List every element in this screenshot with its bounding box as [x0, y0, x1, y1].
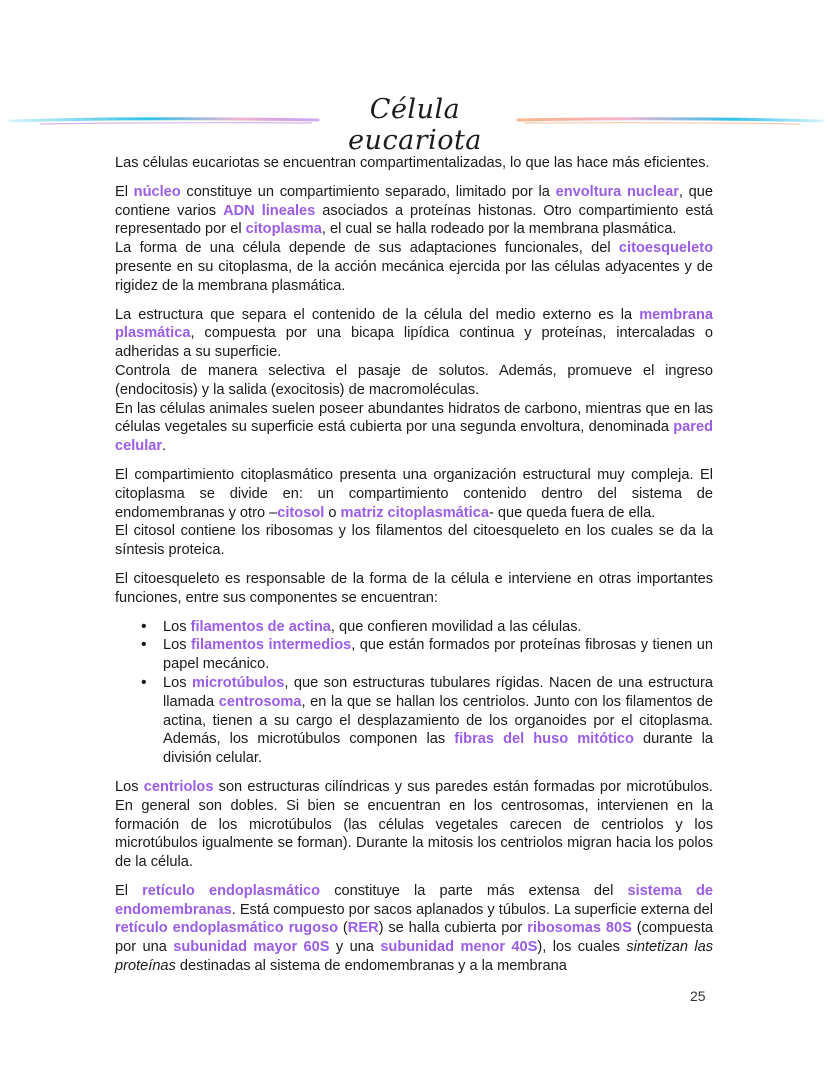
term-citoesqueleto: citoesqueleto: [618, 240, 713, 257]
paragraph-centriolos: Los centriolos son estructuras cilíndricas y sus paredes están formadas por microtúbulos. En general son dobles. Si bien se encuentran en los centrosomas, intervienen en la formación de los microtúbulos (las células vegetales carecen de centriolos y los microtúbulos igualmente se forman). Durante la mitosis los centriolos migran hacia los polos de la célula.: [115, 778, 713, 871]
term-centrosoma: centrosoma: [218, 693, 302, 710]
term-matriz-citoplasmatica: matriz citoplasmática: [340, 504, 489, 521]
title-banner: [0, 92, 828, 156]
term-membrana-plasmatica: membrana plasmática: [115, 306, 713, 342]
term-citoplasma: citoplasma: [245, 221, 322, 238]
term-filamentos-intermedios: filamentos intermedios: [191, 637, 352, 654]
term-ribosomas-80s: ribosomas 80S: [527, 920, 632, 937]
term-subunidad-mayor: subunidad mayor 60S: [173, 939, 330, 956]
right-brush-stroke: [518, 119, 822, 121]
term-reticulo-endoplasmatico: retículo endoplasmático: [142, 882, 321, 899]
term-rer: RER: [347, 920, 379, 937]
term-nucleo: núcleo: [133, 183, 181, 200]
term-centriolos: centriolos: [143, 778, 214, 795]
paragraph-citosol: El citosol contiene los ribosomas y los filamentos del citoesqueleto en los cuales se da la síntesis proteica.: [115, 523, 713, 559]
paragraph-citoesqueleto: El citoesqueleto es responsable de la forma de la célula e interviene en otras importantes funciones, entre sus componentes se encuentran:: [115, 570, 713, 606]
list-item: • Los filamentos de actina, que confieren movilidad a las células.: [163, 618, 713, 637]
term-citosol: citosol: [277, 504, 325, 521]
term-filamentos-actina: filamentos de actina: [190, 618, 331, 635]
paragraph-reticulo: El retículo endoplasmático constituye la parte más extensa del sistema de endomembranas. Está compuesto por sacos aplanados y túbulos. La superficie externa del retículo endoplasmático rugoso (RER) se halla cubierta por ribosomas 80S (compuesta por una subunidad mayor 60S y una subunidad menor 40S), los cuales sintetizan las proteínas destinadas al sistema de endomembranas y a la membrana: [115, 882, 714, 975]
term-pared-celular: pared celular: [115, 419, 713, 455]
term-fibras-huso-mitotico: fibras del huso mitótico: [454, 731, 634, 748]
paragraph-intro: Las células eucariotas se encuentran compartimentalizadas, lo que las hace más eficientes.: [115, 155, 710, 171]
left-brush-stroke-thin: [40, 123, 312, 124]
document-body: [115, 154, 713, 986]
term-adn-lineales: ADN lineales: [223, 202, 316, 219]
paragraph-compartimiento: El compartimiento citoplasmático presenta una organización estructural muy compleja. El citoplasma se divide en: un compartimiento contenido dentro del sistema de endomembranas y otro –citosol o matriz citoplasmática- que queda fuera de ella.: [115, 466, 713, 521]
citoesqueleto-components-list: [115, 618, 713, 768]
page-title: Célula eucariota: [348, 94, 482, 156]
paragraph-forma-celula: La forma de una célula depende de sus adaptaciones funcionales, del citoesqueleto presente en su citoplasma, de la acción mecánica ejercida por las células adyacentes y de rigidez de la membrana plasmática.: [115, 240, 713, 294]
paragraph-solutos: Controla de manera selectiva el pasaje de solutos. Además, promueve el ingreso (endocitosis) y la salida (exocitosis) de macromoléculas.: [115, 362, 713, 398]
term-microtubulos: microtúbulos: [191, 674, 285, 691]
term-subunidad-menor: subunidad menor 40S: [380, 939, 538, 956]
paragraph-nucleo: El núcleo constituye un compartimiento separado, limitado por la envoltura nuclear, que contiene varios ADN lineales asociados a proteínas histonas. Otro compartimiento está representado por el citoplasma, el cual se halla rodeado por la membrana plasmática.: [115, 183, 714, 238]
list-item: • Los microtúbulos, que son estructuras tubulares rígidas. Nacen de una estructura llamada centrosoma, en la que se hallan los centriolos. Junto con los filamentos de actina, tienen a su cargo el desplazamiento de los organoides por el citoplasma. Además, los microtúbulos componen las fibras del huso mitótico durante la división celular.: [163, 674, 713, 768]
italic-sintetizan: sintetizan las proteínas: [115, 939, 714, 975]
term-envoltura-nuclear: envoltura nuclear: [555, 183, 679, 200]
term-reticulo-rugoso: retículo endoplasmático rugoso: [115, 920, 339, 937]
term-sistema-endomembranas: sistema de endomembranas: [115, 882, 714, 918]
paragraph-pared-celular: En las células animales suelen poseer abundantes hidratos de carbono, mientras que en las células vegetales su superficie está cubierta por una segunda envoltura, denominada pared celular.: [115, 400, 713, 455]
page-number: 25: [690, 988, 706, 1004]
right-brush-stroke-thin: [524, 123, 800, 124]
paragraph-membrana: La estructura que separa el contenido de la célula del medio externo es la membrana plasmática, compuesta por una bicapa lipídica continua y proteínas, intercaladas o adheridas a su superficie.: [115, 306, 713, 361]
list-item: • Los filamentos intermedios, que están formados por proteínas fibrosas y tienen un papel mecánico.: [163, 636, 713, 674]
left-brush-stroke: [10, 119, 318, 121]
